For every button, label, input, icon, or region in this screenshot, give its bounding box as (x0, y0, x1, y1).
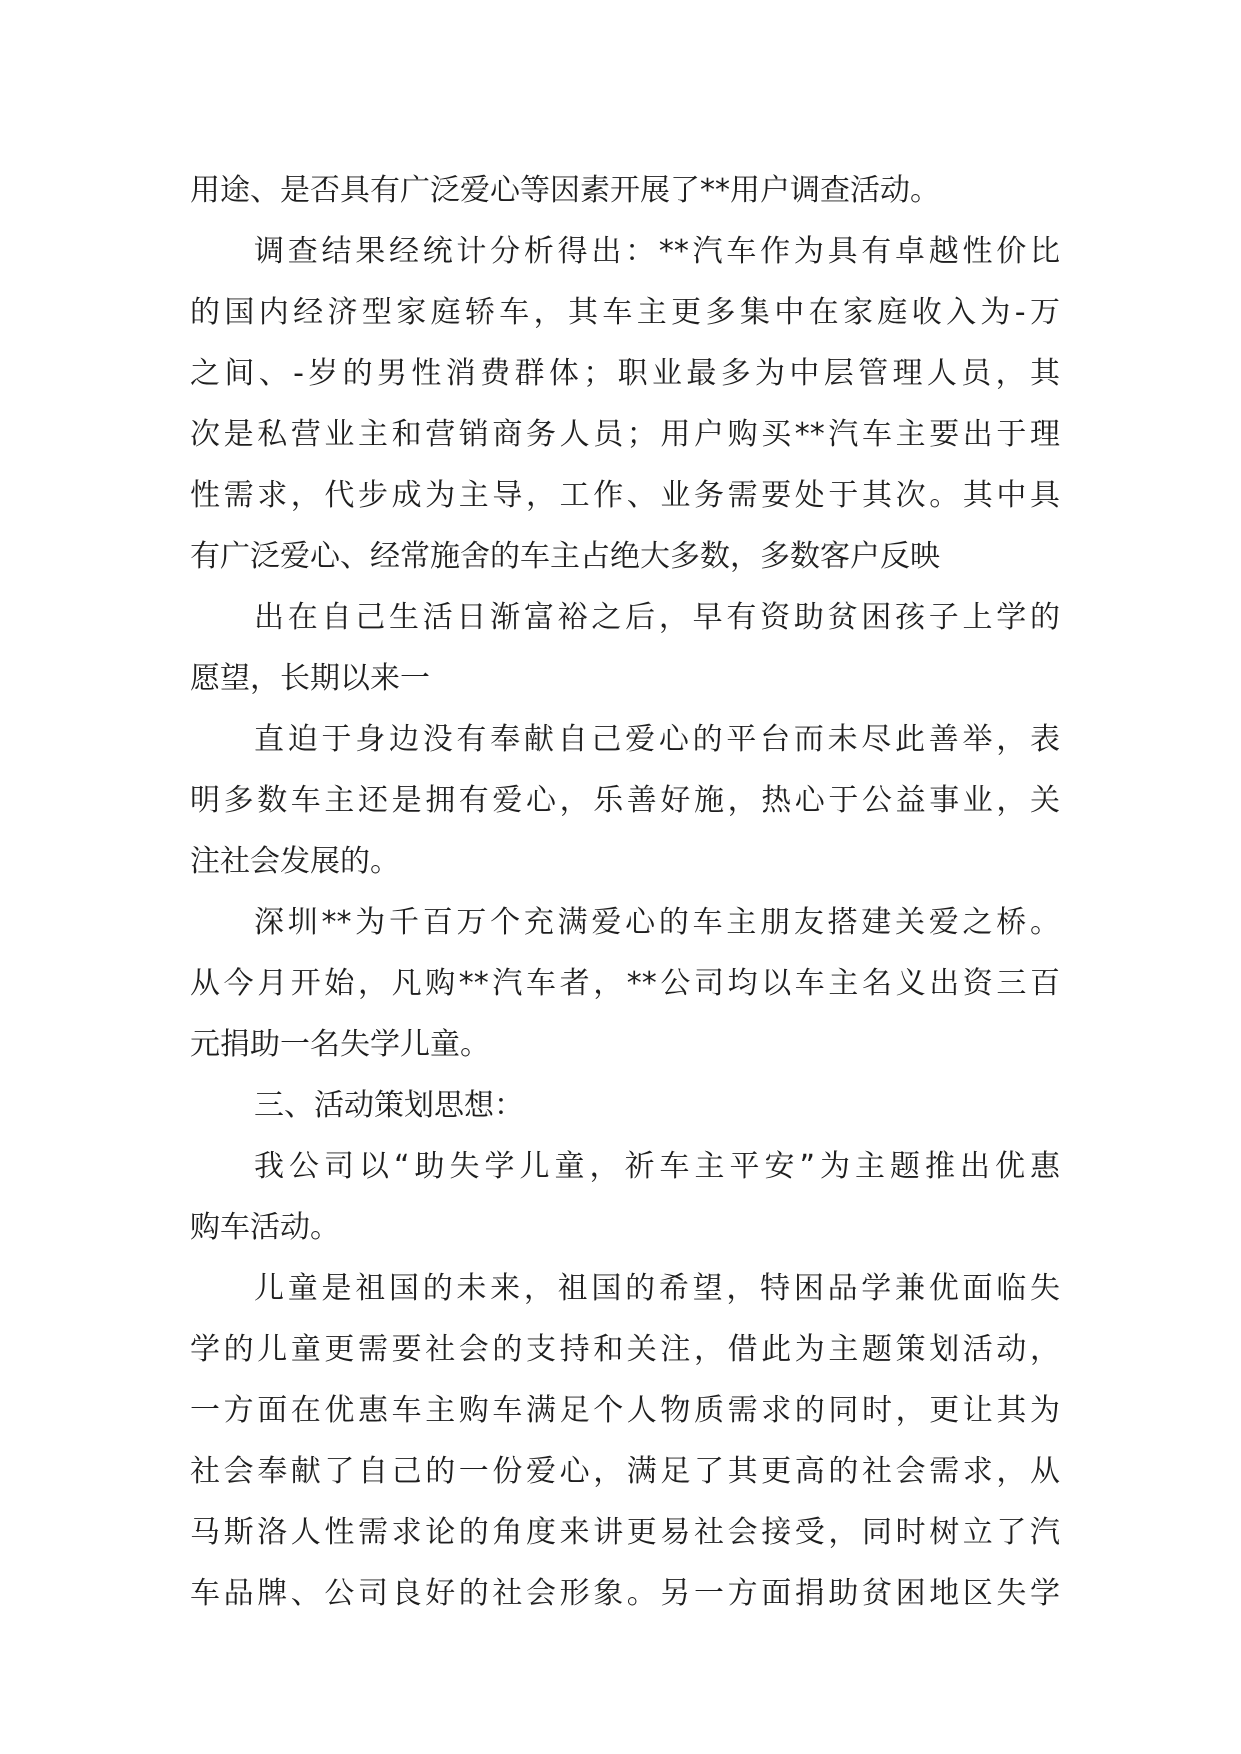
text-line: 用途、是否具有广泛爱心等因素开展了**用户调查活动。 (190, 173, 940, 208)
text-line: 有广泛爱心、经常施舍的车主占绝大多数，多数客户反映 (190, 539, 940, 574)
section-heading: 三、活动策划思想： (254, 1088, 524, 1123)
text-line: 调查结果经统计分析得出：**汽车作为具有卓越性价比 (254, 234, 1060, 269)
text-line: 注社会发展的。 (190, 844, 400, 879)
text-line: 社会奉献了自己的一份爱心，满足了其更高的社会需求，从 (190, 1454, 1060, 1489)
text-line: 愿望，长期以来一 (190, 661, 430, 696)
text-line: 的国内经济型家庭轿车，其车主更多集中在家庭收入为-万 (190, 295, 1060, 330)
text-line: 明多数车主还是拥有爱心，乐善好施，热心于公益事业，关 (190, 783, 1060, 818)
text-line: 出在自己生活日渐富裕之后，早有资助贫困孩子上学的 (254, 600, 1060, 635)
text-line: 车品牌、公司良好的社会形象。另一方面捐助贫困地区失学 (190, 1576, 1060, 1611)
text-line: 深圳**为千百万个充满爱心的车主朋友搭建关爱之桥。 (254, 905, 1060, 940)
text-line: 一方面在优惠车主购车满足个人物质需求的同时，更让其为 (190, 1393, 1060, 1428)
text-line: 学的儿童更需要社会的支持和关注，借此为主题策划活动， (190, 1332, 1060, 1367)
text-line: 性需求，代步成为主导，工作、业务需要处于其次。其中具 (190, 478, 1060, 513)
text-line: 元捐助一名失学儿童。 (190, 1027, 490, 1062)
text-line: 购车活动。 (190, 1210, 340, 1245)
text-line: 直迫于身边没有奉献自己爱心的平台而未尽此善举，表 (254, 722, 1060, 757)
text-line: 之间、-岁的男性消费群体；职业最多为中层管理人员，其 (190, 356, 1060, 391)
text-line: 我公司以“助失学儿童，祈车主平安”为主题推出优惠 (254, 1149, 1060, 1184)
text-line: 马斯洛人性需求论的角度来讲更易社会接受，同时树立了汽 (190, 1515, 1060, 1550)
text-line: 从今月开始，凡购**汽车者，**公司均以车主名义出资三百 (190, 966, 1060, 1001)
text-line: 次是私营业主和营销商务人员；用户购买**汽车主要出于理 (190, 417, 1060, 452)
document-page (190, 160, 1060, 1624)
text-line: 儿童是祖国的未来，祖国的希望，特困品学兼优面临失 (254, 1271, 1060, 1306)
